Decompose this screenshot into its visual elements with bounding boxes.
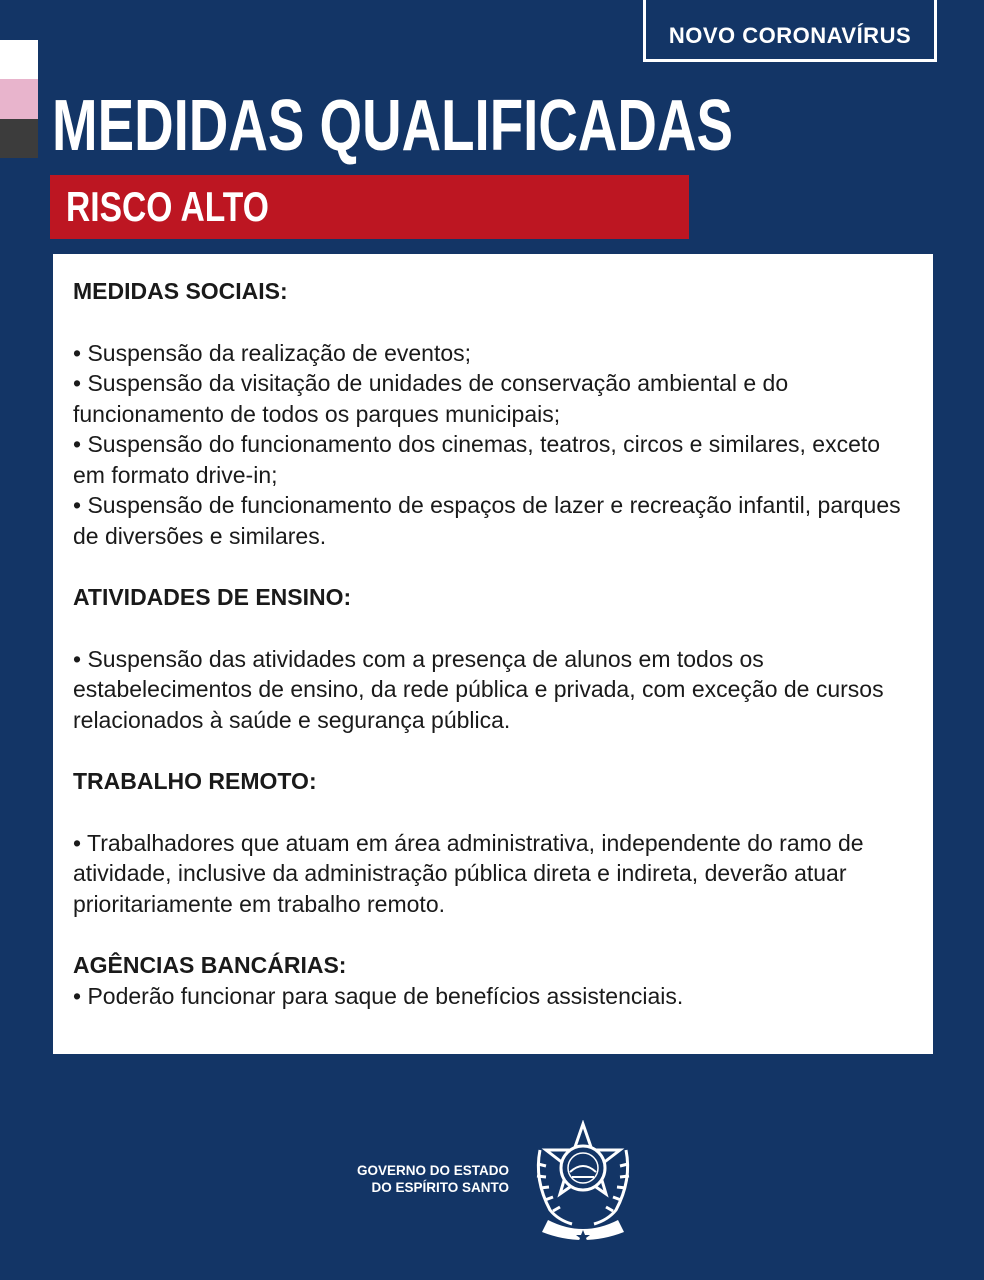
footer (300, 1120, 700, 1250)
government-name-line1: GOVERNO DO ESTADO (356, 1163, 509, 1178)
topic-badge: NOVO CORONAVÍRUS (643, 0, 937, 62)
risk-level-label: RISCO ALTO (66, 183, 269, 230)
list-item: • Suspensão do funcionamento dos cinemas, teatros, circos e similares, exceto em formato drive-in; (73, 431, 881, 488)
list-item: • Poderão funcionar para saque de benefícios assistenciais. (73, 982, 684, 1009)
flag-stripes (0, 0, 38, 158)
page-title: MEDIDAS QUALIFICADAS (52, 86, 733, 166)
government-name (349, 1162, 509, 1196)
stripe-white (0, 40, 38, 80)
stripe-gray (0, 119, 38, 159)
government-name-line2: DO ESPÍRITO SANTO (371, 1180, 509, 1195)
list-item: • Trabalhadores que atuam em área administrativa, independente do ramo de atividade, inclusive da administração pública direta e indireta, deverão atuar prioritariamente em trabalho remoto. (73, 829, 864, 917)
state-coat-of-arms-icon (528, 1120, 638, 1246)
section-title-remote: TRABALHO REMOTO: (73, 768, 317, 794)
risk-level-banner (50, 175, 689, 239)
stripe-blue (0, 0, 38, 40)
list-item: • Suspensão de funcionamento de espaços de lazer e recreação infantil, parques de diversões e similares. (73, 492, 901, 549)
list-item: • Suspensão da realização de eventos; (73, 339, 472, 366)
section-title-banks: AGÊNCIAS BANCÁRIAS: (73, 952, 347, 978)
stripe-pink (0, 79, 38, 119)
measures-card (53, 254, 933, 1054)
section-title-teaching: ATIVIDADES DE ENSINO: (73, 584, 352, 610)
list-item: • Suspensão da visitação de unidades de conservação ambiental e do funcionamento de todos os parques municipais; (73, 370, 789, 427)
list-item: • Suspensão das atividades com a presença de alunos em todos os estabelecimentos de ensino, da rede pública e privada, com exceção de cursos relacionados à saúde e segurança pública. (73, 645, 884, 733)
section-title-social: MEDIDAS SOCIAIS: (73, 278, 288, 304)
